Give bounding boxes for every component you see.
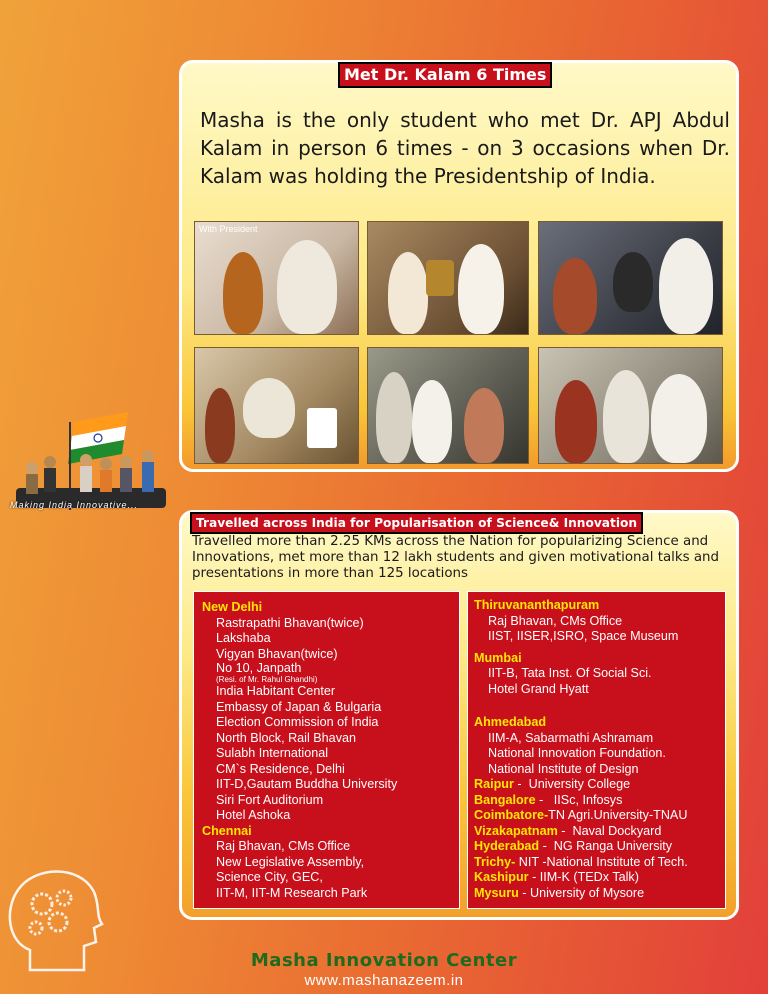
tagline: Making India Innovative... [10, 500, 139, 510]
location-item: Election Commission of India [216, 715, 379, 729]
locations-panel-left [193, 591, 460, 909]
separator: - [535, 792, 554, 807]
city-mumbai: Mumbai [474, 650, 522, 665]
city-label: Coimbatore- [474, 808, 549, 822]
location-line-vizakapatnam [474, 824, 725, 840]
location-item: IIT-D,Gautam Buddha University [216, 777, 398, 791]
city-label: Hyderabad [474, 839, 540, 853]
location-item: Embassy of Japan & Bulgaria [216, 699, 382, 714]
location-item: Siri Fort Auditorium [216, 792, 324, 807]
location-item: India Habitant Center [216, 684, 336, 698]
city-ahmedabad: Ahmedabad [474, 715, 547, 729]
location-item: National Institute of Design [488, 761, 639, 776]
location-line-kashipur [474, 870, 725, 886]
location-item: Lakshaba [216, 631, 271, 645]
location-text: NG Ranga University [553, 839, 673, 853]
city-label: Mysuru [474, 885, 519, 900]
location-item: Hotel Grand Hyatt [488, 681, 589, 696]
location-item: IIT-M, IIT-M Research Park [216, 885, 368, 900]
location-item: Hotel Ashoka [216, 808, 291, 822]
city-label: Trichy- [474, 854, 516, 869]
location-item: Raj Bhavan, CMs Office [488, 613, 623, 628]
location-line-mysuru [474, 886, 725, 902]
location-item: Sulabh International [216, 746, 329, 760]
photo-award-ceremony [367, 221, 529, 335]
location-item: Rastrapathi Bhavan(twice) [216, 615, 364, 630]
city-label: Raipur [474, 777, 514, 791]
location-text: NIT -National Institute of Tech. [518, 854, 688, 869]
city-label: Kashipur [474, 870, 529, 884]
travel-section-title: Travelled across India for Popularisation of Science& Innovation [190, 512, 643, 534]
location-line-raipur [474, 777, 725, 793]
location-item: Vigyan Bhavan(twice) [216, 646, 338, 661]
location-text: IISc, Infosys [553, 792, 623, 807]
travel-section-paragraph: Travelled more than 2.25 KMs across the Nation for popularizing Science and Innovations, met more than 12 lakh students and given motivational talks and presentations in more than 125 locations [192, 534, 720, 581]
location-item: National Innovation Foundation. [488, 746, 666, 760]
photo-handshake [538, 347, 723, 464]
location-item: North Block, Rail Bhavan [216, 730, 356, 745]
city-new-delhi: New Delhi [202, 600, 263, 614]
location-line-hyderabad [474, 839, 725, 855]
separator: - [513, 777, 529, 791]
location-item: CM`s Residence, Delhi [216, 761, 345, 776]
photo-exhibition-crowd [367, 347, 529, 464]
footer-brand-name: Masha Innovation Center [250, 950, 518, 971]
kalam-section-paragraph: Masha is the only student who met Dr. APJ Abdul Kalam in person 6 times - on 3 occasions when Dr. Kalam was holding the Presidentship of India. [200, 108, 730, 188]
kalam-section-title: Met Dr. Kalam 6 Times [338, 62, 552, 88]
location-line-coimbatore [474, 808, 725, 824]
location-line-trichy [474, 855, 725, 871]
city-label: Bangalore [474, 792, 536, 807]
location-item: IIM-A, Sabarmathi Ashramam [488, 730, 654, 745]
photo-with-president [194, 221, 359, 335]
separator: - [539, 839, 554, 853]
location-item: IIT-B, Tata Inst. Of Social Sci. [488, 666, 652, 680]
city-thiruvananthapuram: Thiruvananthapuram [474, 598, 600, 612]
separator: - [528, 870, 540, 884]
locations-panel-right [467, 591, 726, 909]
location-item: Science City, GEC, [216, 870, 323, 884]
city-label: Vizakapatnam [474, 823, 558, 838]
footer-url[interactable]: www.mashanazeem.in [304, 972, 464, 989]
location-text: University College [528, 777, 631, 791]
photo-project-presentation [538, 221, 723, 335]
location-item: New Legislative Assembly, [216, 854, 365, 869]
location-item: No 10, Janpath [216, 661, 302, 675]
photo-office-visit [194, 347, 359, 464]
location-item: IIST, IISER,ISRO, Space Museum [488, 629, 679, 643]
separator: - [518, 885, 530, 900]
location-text: University of Mysore [530, 885, 645, 900]
photo-caption: With President [199, 224, 258, 234]
location-text: IIM-K (TEDx Talk) [539, 870, 639, 884]
separator: - [557, 823, 573, 838]
location-item: Raj Bhavan, CMs Office [216, 839, 351, 853]
location-text: TN Agri.University-TNAU [548, 808, 688, 822]
location-note: (Resi. of Mr. Rahul Ghandhi) [216, 675, 318, 684]
city-chennai: Chennai [202, 823, 252, 838]
location-text: Naval Dockyard [572, 823, 662, 838]
location-line-bangalore [474, 793, 725, 809]
